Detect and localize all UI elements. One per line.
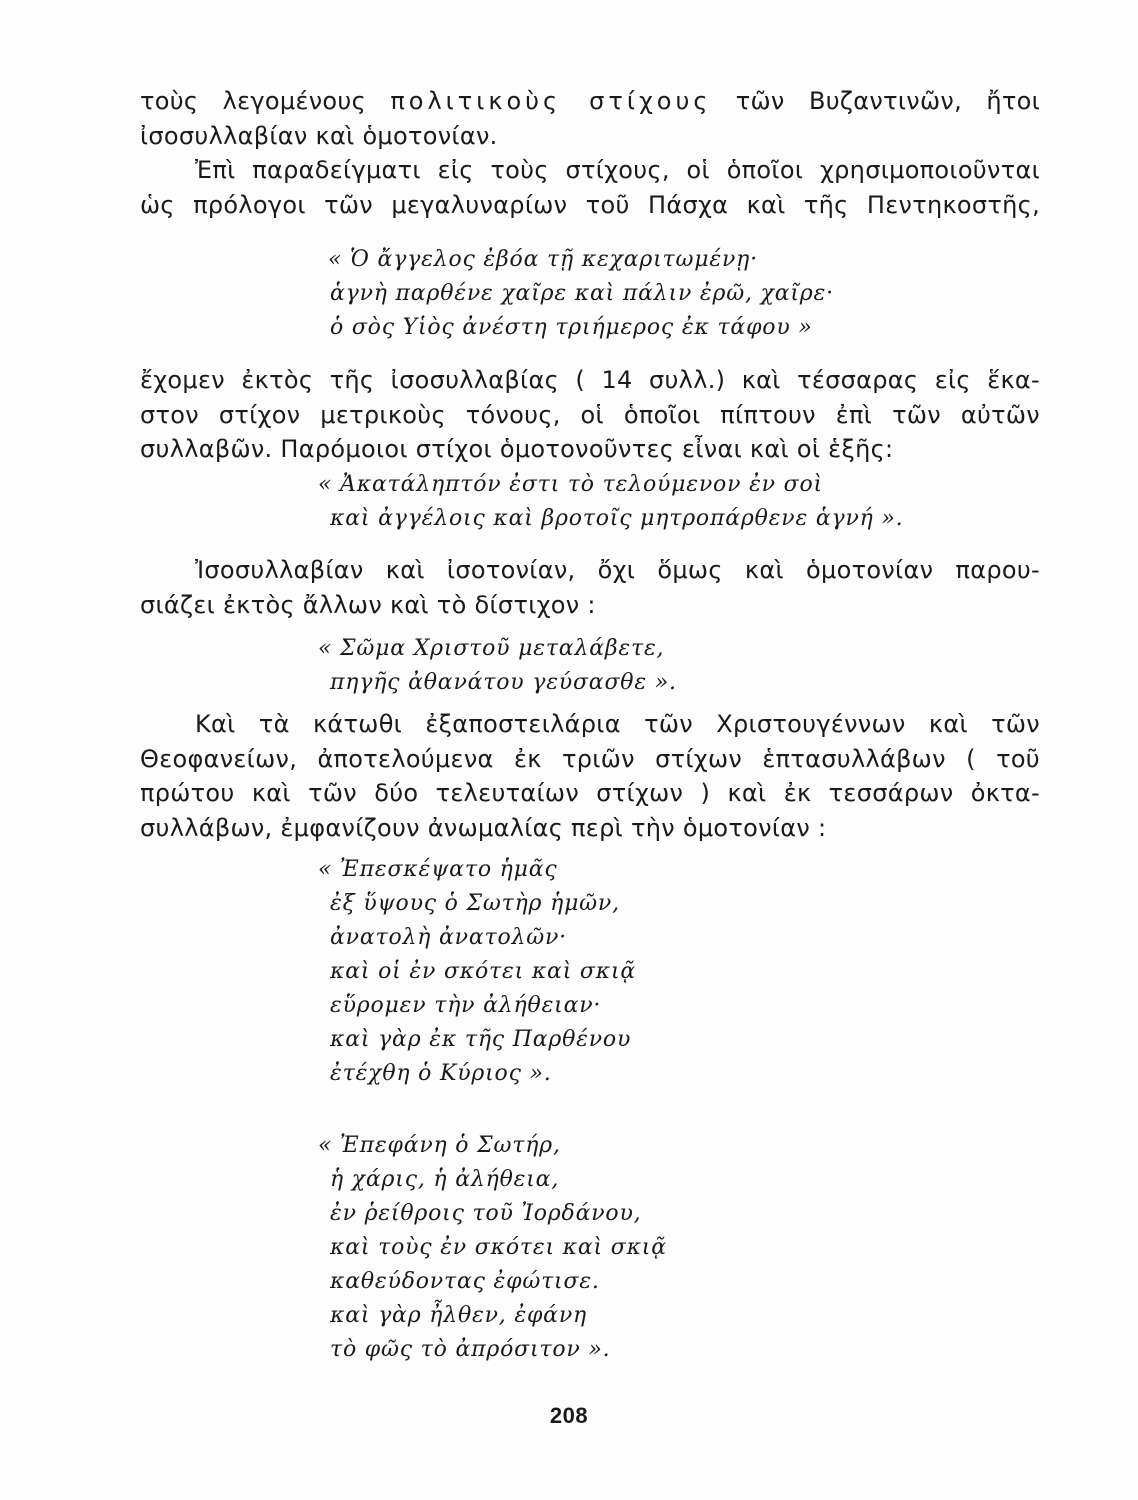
verse-quote-megalynaria [318,243,834,345]
text-line: συλλάβων, ἐμφανίζουν ἀνωμαλίας περὶ τὴν ὁμοτονίαν : [140,813,827,842]
text-fragment: τοὺς λεγομένους [140,87,391,115]
verse-line: τὸ φῶς τὸ ἀπρόσιτον ». [330,1337,611,1362]
verse-line: πηγῆς ἀθανάτου γεύσασθε ». [330,670,677,695]
text-line: ἰσοσυλλαβίαν καὶ ὁμοτονίαν. [140,121,498,150]
verse-line: ὁ σὸς Υἱὸς ἀνέστη τριήμερος ἐκ τάφου » [330,315,813,340]
verse-line: « Ὁ ἄγγελος ἐβόα τῇ κεχαριτωμένῃ· [328,247,758,272]
paragraph-opening [140,84,1040,222]
verse-line: καὶ γὰρ ἐκ τῆς Παρθένου [330,1027,632,1052]
text-line: συλλαβῶν. Παρόμοιοι στίχοι ὁμοτονοῦντες εἶναι καὶ οἱ ἑξῆς: [140,435,894,464]
verse-line: εὕρομεν τὴν ἀλήθειαν· [330,993,602,1018]
verse-quote-theophany [318,1129,667,1367]
verse-line: « Σῶμα Χριστοῦ μεταλάβετε, [318,636,665,661]
text-line: Καὶ τὰ κάτωθι ἐξαποστειλάρια τῶν Χριστουγέννων καὶ τῶν [195,710,1040,738]
page-number: 208 [549,1403,589,1428]
text-line: Ἐπὶ παραδείγματι εἰς τοὺς στίχους, οἱ ὁποῖοι χρησιμοποιοῦνται [195,156,1040,185]
verse-line: ἐξ ὕψους ὁ Σωτὴρ ἡμῶν, [330,891,620,916]
verse-line: καὶ ἀγγέλοις καὶ βροτοῖς μητροπάρθενε ἁγνή ». [330,506,904,531]
paragraph-exapostilaria [140,707,1040,845]
verse-line: καὶ τοὺς ἐν σκότει καὶ σκιᾷ [330,1235,667,1260]
paragraph-distich [140,553,1040,622]
verse-line: « Ἐπεσκέψατο ἡμᾶς [318,857,558,882]
verse-line: ἡ χάρις, ἡ ἀλήθεια, [330,1167,560,1192]
text-line: σιάζει ἐκτὸς ἄλλων καὶ τὸ δίστιχον : [140,590,596,619]
verse-line: ἐν ῥείθροις τοῦ Ἰορδάνου, [330,1201,642,1226]
verse-line: καὶ οἱ ἐν σκότει καὶ σκιᾷ [330,959,637,984]
text-line: ἔχομεν ἐκτὸς τῆς ἰσοσυλλαβίας ( 14 συλλ.) καὶ τέσσαρας εἰς ἕκα- [140,366,1040,394]
text-line: ὡς πρόλογοι τῶν μεγαλυναρίων τοῦ Πάσχα καὶ τῆς Πεντηκοστῆς, [140,190,1040,219]
verse-line: « Ἐπεφάνη ὁ Σωτήρ, [318,1133,561,1158]
verse-line: « Ἀκατάληπτόν ἐστι τὸ τελούμενον ἐν σοὶ [318,472,823,497]
verse-quote-soma [318,632,677,700]
spaced-emphasis: πολιτικοὺς στίχους [390,87,712,115]
text-line: στον στίχον μετρικοὺς τόνους, οἱ ὁποῖοι πίπτουν ἐπὶ τῶν αὐτῶν [140,400,1040,429]
verse-quote-christmas [318,853,636,1091]
verse-line: ἁγνὴ παρθένε χαῖρε καὶ πάλιν ἐρῶ, χαῖρε· [330,281,834,306]
verse-line: καθεύδοντας ἐφώτισε. [330,1269,600,1294]
paragraph-isosyllaby [140,363,1040,467]
verse-line: ἐτέχθη ὁ Κύριος ». [330,1061,552,1086]
text-fragment: τῶν Βυζαντινῶν, ἤτοι [711,87,1040,115]
verse-line: καὶ γὰρ ἦλθεν, ἐφάνη [330,1303,587,1328]
text-line: Ἰσοσυλλαβίαν καὶ ἰσοτονίαν, ὄχι ὅμως καὶ ὁμοτονίαν παρου- [195,556,1040,584]
text-line: πρώτου καὶ τῶν δύο τελευταίων στίχων ) καὶ ἐκ τεσσάρων ὀκτα- [140,779,1040,808]
verse-line: ἀνατολὴ ἀνατολῶν· [330,925,567,950]
verse-quote-akataleptos [318,468,903,536]
text-line: Θεοφανείων, ἀποτελούμενα ἐκ τριῶν στίχων ἑπτασυλλάβων ( τοῦ [140,744,1040,773]
text-line [140,84,1040,119]
